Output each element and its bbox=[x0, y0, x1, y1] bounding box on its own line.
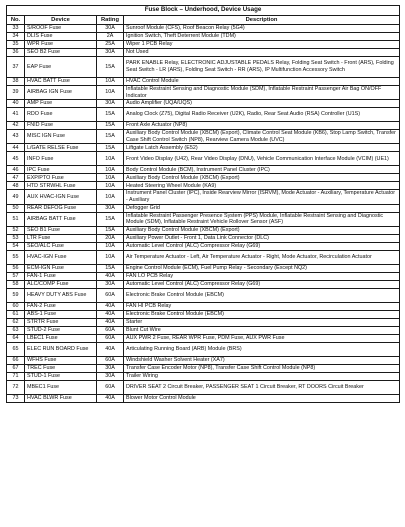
table-row bbox=[7, 302, 400, 310]
fuse-rating: 40A bbox=[97, 394, 124, 402]
table-row bbox=[7, 242, 400, 250]
table-row bbox=[7, 130, 400, 144]
table-row bbox=[7, 152, 400, 166]
fuse-device: TREC Fuse bbox=[25, 364, 97, 372]
table-row bbox=[7, 250, 400, 264]
fuse-number: 57 bbox=[7, 272, 25, 280]
table-row bbox=[7, 226, 400, 234]
fuse-number: 61 bbox=[7, 310, 25, 318]
fuse-number: 64 bbox=[7, 334, 25, 342]
fuse-usage-sheet bbox=[6, 5, 399, 403]
fuse-device: FAN-1 Fuse bbox=[25, 272, 97, 280]
fuse-description: Trailer Wiring bbox=[124, 372, 400, 380]
fuse-description: Front Video Display (U42), Rear Video Display (DNU), Vehicle Communication Interface Module (VCIM) (UE1) bbox=[124, 152, 400, 166]
fuse-device: S/ROOF Fuse bbox=[25, 25, 97, 33]
fuse-description: Front Axle Actuator (NP8) bbox=[124, 122, 400, 130]
fuse-number: 65 bbox=[7, 342, 25, 356]
fuse-number: 54 bbox=[7, 242, 25, 250]
fuse-number: 73 bbox=[7, 394, 25, 402]
fuse-device: SEO/ALC Fuse bbox=[25, 242, 97, 250]
fuse-device: LTR Fuse bbox=[25, 234, 97, 242]
fuse-rating: 30A bbox=[97, 364, 124, 372]
fuse-device: STRTR Fuse bbox=[25, 318, 97, 326]
fuse-description: Automatic Level Control (ALC) Compressor Relay (G69) bbox=[124, 242, 400, 250]
table-row bbox=[7, 334, 400, 342]
fuse-rating: 10A bbox=[97, 152, 124, 166]
fuse-number: 49 bbox=[7, 190, 25, 204]
fuse-device: STUD-2 Fuse bbox=[25, 326, 97, 334]
fuse-device: STUD-1 Fuse bbox=[25, 372, 97, 380]
fuse-rating: 30A bbox=[97, 25, 124, 33]
table-row bbox=[7, 288, 400, 302]
fuse-number: 39 bbox=[7, 86, 25, 100]
fuse-description: Analog Clock (Z75), Digital Radio Receiver (U2K), Radio, Rear Seat Audio (RSA) Controller (U1S) bbox=[124, 108, 400, 122]
table-row bbox=[7, 78, 400, 86]
table-row bbox=[7, 190, 400, 204]
table-row bbox=[7, 33, 400, 41]
fuse-rating: 10A bbox=[97, 242, 124, 250]
fuse-description: Ignition Switch, Theft Deterrent Module (TDM) bbox=[124, 33, 400, 41]
table-row bbox=[7, 372, 400, 380]
fuse-device: EXP/PTO Fuse bbox=[25, 174, 97, 182]
table-row bbox=[7, 394, 400, 402]
fuse-number: 66 bbox=[7, 356, 25, 364]
fuse-description: Inflatable Restraint Passenger Presence System (PPS) Module, Inflatable Restraint Sensing and Diagnostic Module (SDM), Inflatable Restraint Vehicle Rollover Sensor (ASF) bbox=[124, 212, 400, 226]
fuse-device: WFHS Fuse bbox=[25, 356, 97, 364]
fuse-description: Electronic Brake Control Module (EBCM) bbox=[124, 288, 400, 302]
table-row bbox=[7, 380, 400, 394]
fuse-table bbox=[6, 5, 400, 403]
fuse-description: Inflatable Restraint Sensing and Diagnostic Module (SDM), Inflatable Restraint Passenger Air Bag ON/OFF Indicator bbox=[124, 86, 400, 100]
fuse-description: Audio Amplifier (UQA/UQS) bbox=[124, 100, 400, 108]
fuse-number: 37 bbox=[7, 57, 25, 78]
fuse-rating: 10A bbox=[97, 190, 124, 204]
fuse-number: 46 bbox=[7, 166, 25, 174]
fuse-rating: 15A bbox=[97, 122, 124, 130]
fuse-number: 58 bbox=[7, 280, 25, 288]
fuse-table-body bbox=[7, 25, 400, 403]
table-row bbox=[7, 356, 400, 364]
fuse-description: Defogger Grid bbox=[124, 204, 400, 212]
table-row bbox=[7, 122, 400, 130]
fuse-rating: 30A bbox=[97, 100, 124, 108]
fuse-description: Articulating Running Board (ARB) Module (BRS) bbox=[124, 342, 400, 356]
fuse-device: HTD STRWHL Fuse bbox=[25, 182, 97, 190]
fuse-rating: 30A bbox=[97, 280, 124, 288]
fuse-number: 53 bbox=[7, 234, 25, 242]
fuse-rating: 20A bbox=[97, 234, 124, 242]
fuse-device: L/GATE RELSE Fuse bbox=[25, 144, 97, 152]
fuse-rating: 25A bbox=[97, 41, 124, 49]
fuse-description: Starter bbox=[124, 318, 400, 326]
fuse-number: 59 bbox=[7, 288, 25, 302]
fuse-rating: 10A bbox=[97, 174, 124, 182]
fuse-device: RDO Fuse bbox=[25, 108, 97, 122]
fuse-number: 40 bbox=[7, 100, 25, 108]
fuse-description: Body Control Module (BCM), Instrument Panel Cluster (IPC) bbox=[124, 166, 400, 174]
fuse-device: SEO B2 Fuse bbox=[25, 49, 97, 57]
table-row bbox=[7, 212, 400, 226]
fuse-description: Instrument Panel Cluster (IPC), Inside Rearview Mirror (ISRVM), Mode Actuator - Auxiliary, Temperature Actuator - Auxiliary bbox=[124, 190, 400, 204]
table-row bbox=[7, 41, 400, 49]
fuse-rating: 30A bbox=[97, 49, 124, 57]
fuse-device: REAR DEFOG Fuse bbox=[25, 204, 97, 212]
table-row bbox=[7, 144, 400, 152]
fuse-description: DRIVER SEAT 2 Circuit Breaker, PASSENGER SEAT 1 Circuit Breaker, RT DOORS Circuit Breaker bbox=[124, 380, 400, 394]
fuse-device: AMP Fuse bbox=[25, 100, 97, 108]
fuse-device: AUX HVAC-IGN Fuse bbox=[25, 190, 97, 204]
fuse-rating: 60A bbox=[97, 356, 124, 364]
fuse-description: Not Used bbox=[124, 49, 400, 57]
table-row bbox=[7, 174, 400, 182]
fuse-device: HEAVY DUTY ABS Fuse bbox=[25, 288, 97, 302]
fuse-rating: 15A bbox=[97, 108, 124, 122]
table-row bbox=[7, 166, 400, 174]
fuse-number: 43 bbox=[7, 130, 25, 144]
fuse-number: 51 bbox=[7, 212, 25, 226]
fuse-rating: 40A bbox=[97, 310, 124, 318]
fuse-rating: 40A bbox=[97, 302, 124, 310]
table-row bbox=[7, 86, 400, 100]
fuse-rating: 40A bbox=[97, 272, 124, 280]
fuse-description: Auxiliary Body Control Module (XBCM) (Export) bbox=[124, 226, 400, 234]
fuse-number: 63 bbox=[7, 326, 25, 334]
fuse-description: Windshield Washer Solvent Heater (XA7) bbox=[124, 356, 400, 364]
column-header-no: No. bbox=[7, 16, 25, 25]
table-row bbox=[7, 100, 400, 108]
table-row bbox=[7, 264, 400, 272]
fuse-device: AIRBAG BATT Fuse bbox=[25, 212, 97, 226]
fuse-number: 34 bbox=[7, 33, 25, 41]
fuse-rating: 15A bbox=[97, 57, 124, 78]
fuse-description: PARK ENABLE Relay, ELECTRONIC ADJUSTABLE PEDALS Relay, Folding Seat Switch - Front (ARS), Folding Seat Switch - LR (ARS), Folding Seat Switch - RR (ARS), IP Multifunction Accessory Switch bbox=[124, 57, 400, 78]
fuse-rating: 10A bbox=[97, 166, 124, 174]
fuse-device: INFO Fuse bbox=[25, 152, 97, 166]
fuse-device: LBEC1 Fuse bbox=[25, 334, 97, 342]
table-row bbox=[7, 326, 400, 334]
fuse-description: Auxiliary Power Outlet - Front 1, Data Link Connector (DLC) bbox=[124, 234, 400, 242]
fuse-number: 44 bbox=[7, 144, 25, 152]
fuse-description: Heated Steering Wheel Module (KA9) bbox=[124, 182, 400, 190]
table-row bbox=[7, 182, 400, 190]
fuse-description: Liftgate Latch Assembly (E52) bbox=[124, 144, 400, 152]
fuse-rating: 60A bbox=[97, 380, 124, 394]
fuse-description: AUX PWR 2 Fuse, REAR WPR Fuse, PDM Fuse, AUX PWR Fuse bbox=[124, 334, 400, 342]
fuse-rating: 2A bbox=[97, 33, 124, 41]
fuse-number: 60 bbox=[7, 302, 25, 310]
fuse-description: FAN HI PCB Relay bbox=[124, 302, 400, 310]
fuse-number: 62 bbox=[7, 318, 25, 326]
fuse-description: Auxiliary Body Control Module (XBCM) (Export), Climate Control Seat Module (KB6), Stop Lamp Switch, Transfer Case Shift Control Switch (NP8), Rearview Camera Module (UVC) bbox=[124, 130, 400, 144]
table-row bbox=[7, 318, 400, 326]
fuse-rating: 40A bbox=[97, 342, 124, 356]
fuse-device: ABS-1 Fuse bbox=[25, 310, 97, 318]
fuse-number: 45 bbox=[7, 152, 25, 166]
fuse-description: Electronic Brake Control Module (EBCM) bbox=[124, 310, 400, 318]
column-header-rating: Rating bbox=[97, 16, 124, 25]
fuse-number: 56 bbox=[7, 264, 25, 272]
fuse-device: ECM-IGN Fuse bbox=[25, 264, 97, 272]
fuse-rating: 10A bbox=[97, 78, 124, 86]
fuse-description: FAN LO PCB Relay bbox=[124, 272, 400, 280]
table-row bbox=[7, 364, 400, 372]
table-row bbox=[7, 280, 400, 288]
fuse-description: Auxiliary Body Control Module (XBCM) (Export) bbox=[124, 174, 400, 182]
fuse-rating: 60A bbox=[97, 334, 124, 342]
fuse-rating: 10A bbox=[97, 86, 124, 100]
fuse-device: ELEC RUN BOARD Fuse bbox=[25, 342, 97, 356]
fuse-device: SEO B1 Fuse bbox=[25, 226, 97, 234]
fuse-description: HVAC Control Module bbox=[124, 78, 400, 86]
fuse-rating: 60A bbox=[97, 288, 124, 302]
table-row bbox=[7, 25, 400, 33]
table-row bbox=[7, 234, 400, 242]
fuse-device: WPR Fuse bbox=[25, 41, 97, 49]
table-row bbox=[7, 204, 400, 212]
table-row bbox=[7, 108, 400, 122]
fuse-rating: 30A bbox=[97, 372, 124, 380]
fuse-number: 36 bbox=[7, 49, 25, 57]
fuse-rating: 15A bbox=[97, 144, 124, 152]
table-row bbox=[7, 57, 400, 78]
fuse-rating: 15A bbox=[97, 212, 124, 226]
column-header-description: Description bbox=[124, 16, 400, 25]
fuse-number: 47 bbox=[7, 174, 25, 182]
fuse-description: Transfer Case Encoder Motor (NP8), Transfer Case Shift Control Module (NP8) bbox=[124, 364, 400, 372]
table-title: Fuse Block – Underhood, Device Usage bbox=[7, 6, 400, 16]
fuse-device: IPC Fuse bbox=[25, 166, 97, 174]
fuse-rating: 15A bbox=[97, 264, 124, 272]
fuse-number: 52 bbox=[7, 226, 25, 234]
fuse-device: MBEC1 Fuse bbox=[25, 380, 97, 394]
fuse-number: 33 bbox=[7, 25, 25, 33]
fuse-number: 41 bbox=[7, 108, 25, 122]
fuse-number: 67 bbox=[7, 364, 25, 372]
column-header-device: Device bbox=[25, 16, 97, 25]
fuse-number: 72 bbox=[7, 380, 25, 394]
fuse-device: HVAC BATT Fuse bbox=[25, 78, 97, 86]
fuse-device: EAP Fuse bbox=[25, 57, 97, 78]
fuse-description: Air Temperature Actuator - Left, Air Temperature Actuator - Right, Mode Actuator, Recirculation Actuator bbox=[124, 250, 400, 264]
fuse-device: HVAC-IGN Fuse bbox=[25, 250, 97, 264]
fuse-rating: 10A bbox=[97, 182, 124, 190]
fuse-device: DLIS Fuse bbox=[25, 33, 97, 41]
fuse-rating: 15A bbox=[97, 226, 124, 234]
fuse-number: 48 bbox=[7, 182, 25, 190]
fuse-description: Automatic Level Control (ALC) Compressor Relay (G69) bbox=[124, 280, 400, 288]
fuse-device: AIRBAG IGN Fuse bbox=[25, 86, 97, 100]
fuse-description: Blunt Cut Wire bbox=[124, 326, 400, 334]
fuse-description: Wiper 1 PCB Relay bbox=[124, 41, 400, 49]
fuse-number: 35 bbox=[7, 41, 25, 49]
fuse-device: ALC/COMP Fuse bbox=[25, 280, 97, 288]
fuse-device: FNID Fuse bbox=[25, 122, 97, 130]
table-row bbox=[7, 272, 400, 280]
fuse-description: Engine Control Module (ECM), Fuel Pump Relay - Secondary (Except NQ2) bbox=[124, 264, 400, 272]
table-row bbox=[7, 342, 400, 356]
fuse-number: 50 bbox=[7, 204, 25, 212]
fuse-number: 71 bbox=[7, 372, 25, 380]
fuse-rating: 10A bbox=[97, 250, 124, 264]
fuse-number: 38 bbox=[7, 78, 25, 86]
fuse-device: MISC IGN Fuse bbox=[25, 130, 97, 144]
fuse-description: Sunroof Module (CFS), Roof Beacon Relay (5G4) bbox=[124, 25, 400, 33]
fuse-rating: 40A bbox=[97, 318, 124, 326]
fuse-rating: 30A bbox=[97, 204, 124, 212]
table-row bbox=[7, 310, 400, 318]
fuse-number: 55 bbox=[7, 250, 25, 264]
fuse-rating: 15A bbox=[97, 130, 124, 144]
fuse-device: HVAC BLWR Fuse bbox=[25, 394, 97, 402]
fuse-number: 42 bbox=[7, 122, 25, 130]
fuse-rating: 60A bbox=[97, 326, 124, 334]
fuse-device: FAN-2 Fuse bbox=[25, 302, 97, 310]
fuse-description: Blower Motor Control Module bbox=[124, 394, 400, 402]
table-row bbox=[7, 49, 400, 57]
